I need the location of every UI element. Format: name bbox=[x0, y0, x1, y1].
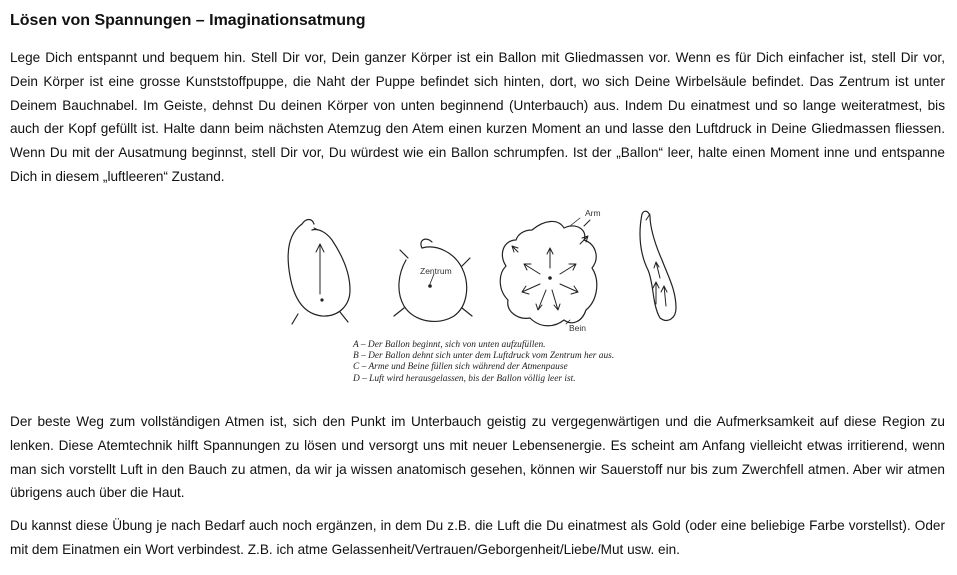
paragraph-breathing: Der beste Weg zum vollständigen Atmen ist, sich den Punkt im Unterbauch geistig zu vergegenwärtigen und die Aufmerksamkeit auf diese Region zu lenken. Diese Atemtechnik hilft Spannungen zu lösen und versorgt uns mit neuer Lebensenergie. Es scheint am Anfang vielleicht etwas irritierend, wenn man sich vorstellt Luft in den Bauch zu atmen, da wir ja wissen anatomisch gesehen, können wir Sauerstoff nur bis zum Zwerchfell atmen. Aber wir atmen übrigens auch über die Haut. bbox=[10, 414, 945, 501]
page-title: Lösen von Spannungen – Imaginationsatmung bbox=[10, 12, 366, 29]
paragraph-extension: Du kannst diese Übung je nach Bedarf auch noch ergänzen, in dem Du z.B. die Luft die Du einatmest als Gold (oder eine beliebige Farbe vorstellst). Oder mit dem Einatmen ein Wort verbindest. Z.B. ich atme Gelassenheit/Vertrauen/Geborgenheit/Liebe/Mut usw. ein. bbox=[10, 518, 945, 557]
balloon-breathing-illustration bbox=[258, 204, 688, 399]
balloon-stage-d bbox=[640, 211, 676, 320]
balloon-stage-a bbox=[288, 220, 350, 325]
caption-line-d: D – Luft wird herausgelassen, bis der Ballon völlig leer ist. bbox=[353, 373, 576, 384]
caption-line-c: C – Arme und Beine füllen sich während der Atmenpause bbox=[353, 362, 568, 373]
caption-line-a: A – Der Ballon beginnt, sich von unten aufzufüllen. bbox=[353, 340, 546, 350]
balloon-sketches bbox=[258, 204, 688, 339]
balloon-stage-b bbox=[394, 239, 472, 321]
balloon-stage-c bbox=[500, 220, 597, 326]
label-bein: Bein bbox=[569, 323, 587, 333]
caption-line-b: B – Der Ballon dehnt sich unter dem Luftdruck vom Zentrum her aus. bbox=[353, 351, 615, 362]
paragraph-intro: Lege Dich entspannt und bequem hin. Stell Dir vor, Dein ganzer Körper ist ein Ballon mit Gliedmassen vor. Wenn es für Dich einfacher ist, stell Dir vor, Dein Körper ist eine grosse Kunststoffpuppe, die Naht der Puppe befindet sich hinten, dort, wo sich Deine Wirbelsäule befindet. Das Zentrum ist unter Deinem Bauchnabel. Im Geiste, dehnst Du deinen Körper von unten beginnend (Unterbauch) aus. Indem Du einatmest und so lange weiteratmest, bis auch der Kopf gefüllt ist. Halte dann beim nächsten Atemzug den Atem einen kurzen Moment an und lasse den Luftdruck in Deine Gliedmassen fliessen. Wenn Du mit der Ausatmung beginnst, stell Dir vor, Du würdest wie ein Ballon schrumpfen. Ist der „Ballon“ leer, halte einen Moment inne und entspanne Dich in diesem „luftleeren“ Zustand. bbox=[10, 50, 945, 184]
figure-caption bbox=[353, 340, 683, 385]
label-arm: Arm bbox=[585, 208, 601, 218]
label-zentrum: Zentrum bbox=[420, 266, 452, 276]
